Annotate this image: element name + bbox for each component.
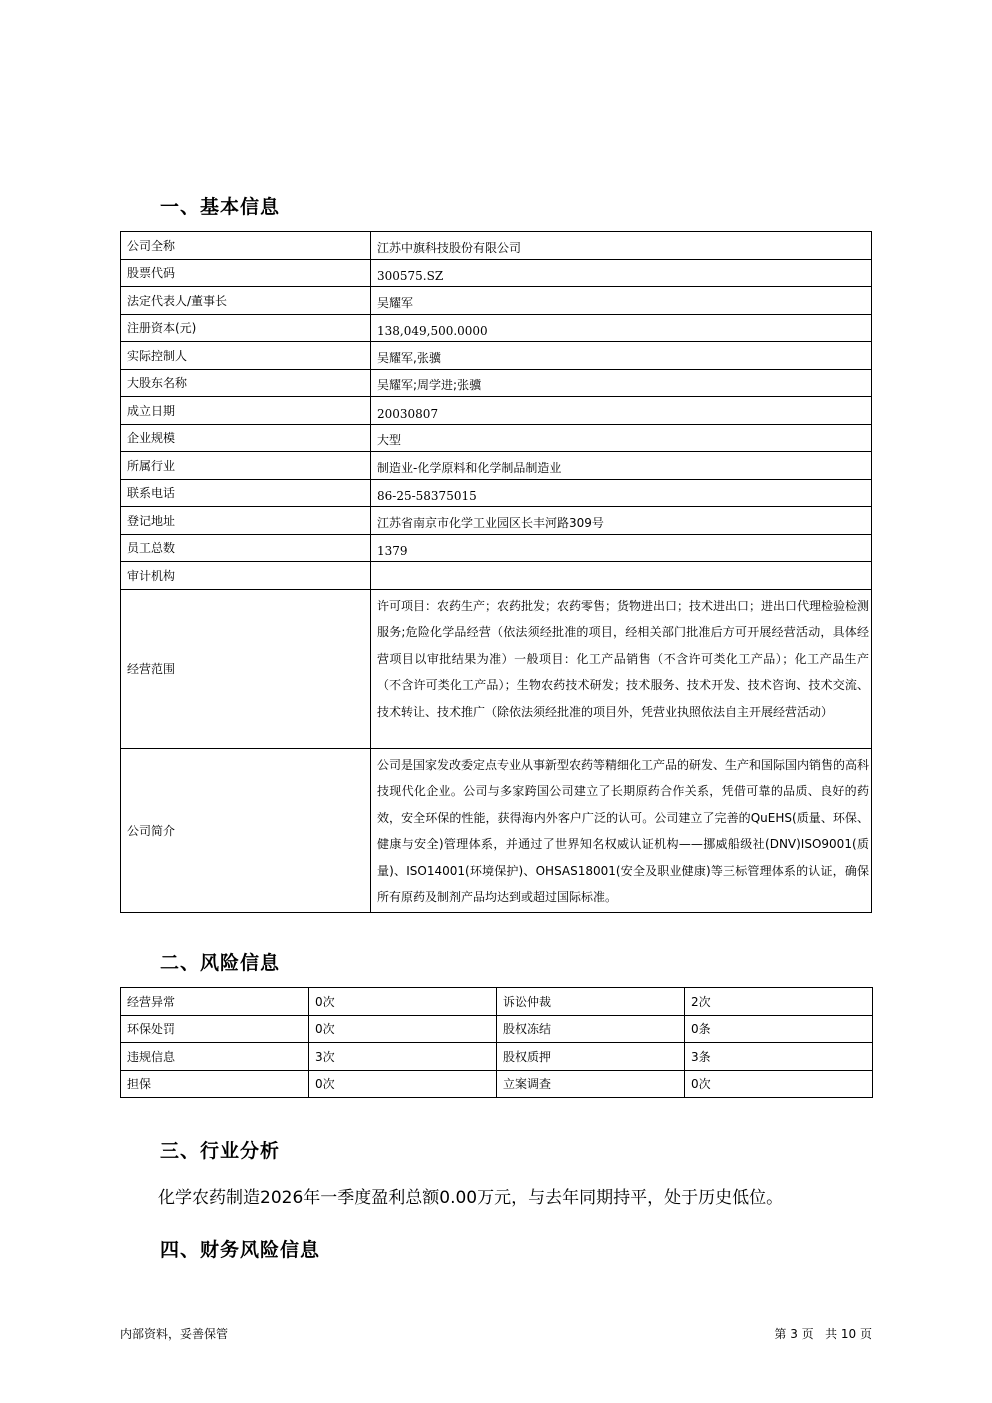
info-label: 成立日期 xyxy=(121,397,371,425)
industry-analysis-text: 化学农药制造2026年一季度盈利总额0.00万元，与去年同期持平，处于历史低位。 xyxy=(158,1188,784,1208)
section-title-financial-risk: 四、财务风险信息 xyxy=(160,1239,321,1261)
info-value: 吴耀军,张骥 xyxy=(371,342,872,370)
info-row xyxy=(121,232,872,260)
info-long-value: 公司是国家发改委定点专业从事新型农药等精细化工产品的研发、生产和国际国内销售的高科技现代化企业。公司与多家跨国公司建立了长期原药合作关系，凭借可靠的品质、良好的药效，安全环保的性能，获得海内外客户广泛的认可。公司建立了完善的QuEHS(质量、环保、健康与安全)管理体系，并通过了世界知名权威认证机构——挪威船级社(DNV)ISO9001(质量)、ISO14001(环境保护)、OHSAS18001(安全及职业健康)等三标管理体系的认证，确保所有原药及制剂产品均达到或超过国际标准。 xyxy=(371,748,872,912)
risk-value: 0次 xyxy=(309,1015,497,1043)
info-label: 企业规模 xyxy=(121,424,371,452)
info-value: 江苏中旗科技股份有限公司 xyxy=(371,232,872,260)
risk-label: 担保 xyxy=(121,1070,309,1098)
info-row xyxy=(121,342,872,370)
info-row xyxy=(121,534,872,562)
risk-row xyxy=(121,1043,873,1071)
info-value: 大型 xyxy=(371,424,872,452)
footer-page-number: 第 3 页 共 10 页 xyxy=(774,1327,872,1341)
risk-label: 环保处罚 xyxy=(121,1015,309,1043)
info-row xyxy=(121,259,872,287)
footer-confidential-note: 内部资料，妥善保管 xyxy=(120,1327,229,1341)
info-value: 20030807 xyxy=(371,397,872,425)
info-label: 经营范围 xyxy=(121,589,371,748)
risk-label: 立案调查 xyxy=(497,1070,685,1098)
info-row xyxy=(121,369,872,397)
info-long-value: 许可项目：农药生产；农药批发；农药零售；货物进出口；技术进出口；进出口代理检验检测服务;危险化学品经营（依法须经批准的项目，经相关部门批准后方可开展经营活动，具体经营项目以审批结果为准）一般项目：化工产品销售（不含许可类化工产品）；化工产品生产（不含许可类化工产品）；生物农药技术研发；技术服务、技术开发、技术咨询、技术交流、技术转让、技术推广（除依法须经批准的项目外，凭营业执照依法自主开展经营活动） xyxy=(371,589,872,748)
info-label: 公司全称 xyxy=(121,232,371,260)
info-label: 审计机构 xyxy=(121,562,371,590)
risk-value: 3条 xyxy=(685,1043,873,1071)
info-label: 公司简介 xyxy=(121,748,371,912)
risk-row xyxy=(121,988,873,1016)
info-value: 吴耀军;周学进;张骥 xyxy=(371,369,872,397)
info-row xyxy=(121,452,872,480)
risk-value: 0次 xyxy=(309,988,497,1016)
info-label: 法定代表人/董事长 xyxy=(121,287,371,315)
risk-value: 3次 xyxy=(309,1043,497,1071)
company-intro-row xyxy=(121,748,872,912)
info-value: 吴耀军 xyxy=(371,287,872,315)
risk-value: 0次 xyxy=(685,1070,873,1098)
info-row xyxy=(121,424,872,452)
info-value: 江苏省南京市化学工业园区长丰河路309号 xyxy=(371,507,872,535)
info-label: 大股东名称 xyxy=(121,369,371,397)
info-value: 86-25-58375015 xyxy=(371,479,872,507)
risk-value: 2次 xyxy=(685,988,873,1016)
risk-label: 违规信息 xyxy=(121,1043,309,1071)
info-label: 联系电话 xyxy=(121,479,371,507)
info-row xyxy=(121,479,872,507)
risk-label: 经营异常 xyxy=(121,988,309,1016)
info-row xyxy=(121,287,872,315)
risk-label: 股权冻结 xyxy=(497,1015,685,1043)
info-row xyxy=(121,397,872,425)
basic-info-table xyxy=(120,231,872,913)
info-label: 实际控制人 xyxy=(121,342,371,370)
info-value: 300575.SZ xyxy=(371,259,872,287)
info-row xyxy=(121,314,872,342)
risk-info-table xyxy=(120,987,873,1098)
risk-value: 0次 xyxy=(309,1070,497,1098)
risk-label: 诉讼仲裁 xyxy=(497,988,685,1016)
info-value xyxy=(371,562,872,590)
info-value: 1379 xyxy=(371,534,872,562)
risk-value: 0条 xyxy=(685,1015,873,1043)
info-row xyxy=(121,562,872,590)
info-label: 注册资本(元) xyxy=(121,314,371,342)
business-scope-row xyxy=(121,589,872,748)
info-label: 员工总数 xyxy=(121,534,371,562)
info-value: 138,049,500.0000 xyxy=(371,314,872,342)
risk-row xyxy=(121,1015,873,1043)
risk-label: 股权质押 xyxy=(497,1043,685,1071)
section-title-risk-info: 二、风险信息 xyxy=(160,952,281,974)
info-label: 登记地址 xyxy=(121,507,371,535)
info-value: 制造业-化学原料和化学制品制造业 xyxy=(371,452,872,480)
risk-row xyxy=(121,1070,873,1098)
section-title-industry-analysis: 三、行业分析 xyxy=(160,1140,281,1162)
info-label: 所属行业 xyxy=(121,452,371,480)
info-row xyxy=(121,507,872,535)
info-label: 股票代码 xyxy=(121,259,371,287)
section-title-basic-info: 一、基本信息 xyxy=(160,196,281,218)
